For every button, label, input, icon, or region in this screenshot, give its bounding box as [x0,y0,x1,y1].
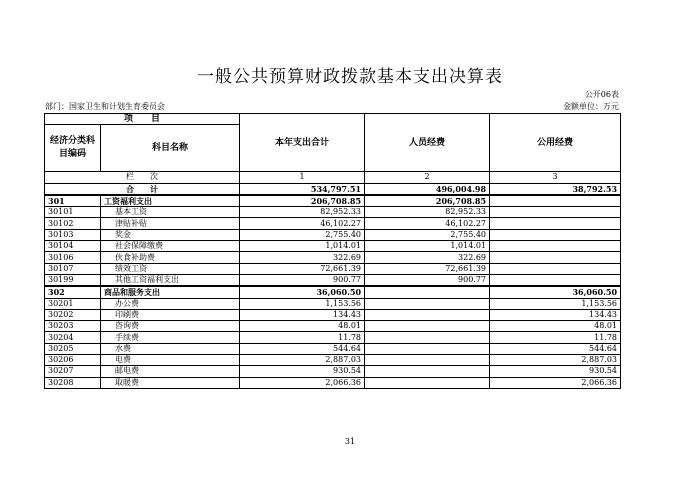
sum-personnel: 496,004.98 [365,183,490,195]
row-code: 30106 [45,252,101,263]
row-personnel [365,366,490,377]
column-number-2: 2 [365,172,490,183]
row-public [490,263,621,274]
row-code: 30206 [45,355,101,366]
row-personnel: 82,952.33 [365,207,490,218]
table-row [45,195,621,207]
row-personnel [365,321,490,332]
row-code: 30203 [45,321,101,332]
sum-public: 38,792.53 [490,183,621,195]
table-row [45,332,621,343]
table-row [45,355,621,366]
row-code: 30104 [45,241,101,252]
row-public [490,274,621,286]
table-row [45,263,621,274]
table-row [45,229,621,240]
row-total: 2,755.40 [240,229,365,240]
row-public [490,241,621,252]
row-personnel [365,377,490,388]
row-total: 134.43 [240,309,365,320]
row-code: 30205 [45,343,101,354]
column-label: 栏 次 [45,172,240,183]
row-code: 30102 [45,218,101,229]
row-personnel: 72,661.39 [365,263,490,274]
department-label: 部门：国家卫生和计划生育委员会 [45,102,165,111]
row-total: 1,014.01 [240,241,365,252]
row-public [490,252,621,263]
row-code: 30208 [45,377,101,388]
row-code: 30202 [45,309,101,320]
row-name: 印刷费 [101,309,240,320]
header-public: 公用经费 [490,114,621,172]
row-total: 206,708.85 [240,195,365,207]
budget-table [44,113,621,389]
row-personnel [365,343,490,354]
row-personnel [365,298,490,309]
row-personnel: 46,102.27 [365,218,490,229]
unit-label: 金额单位：万元 [563,102,619,111]
row-public [490,195,621,207]
row-public: 2,887.03 [490,355,621,366]
row-name: 电费 [101,355,240,366]
row-name: 商品和服务支出 [101,286,240,298]
row-public [490,229,621,240]
table-row [45,343,621,354]
row-code: 30103 [45,229,101,240]
row-total: 46,102.27 [240,218,365,229]
table-row [45,252,621,263]
table-row [45,241,621,252]
table-row [45,298,621,309]
header-total: 本年支出合计 [240,114,365,172]
row-code: 30101 [45,207,101,218]
row-personnel: 1,014.01 [365,241,490,252]
page-number: 31 [344,437,356,446]
row-public: 1,153.56 [490,298,621,309]
row-code: 30201 [45,298,101,309]
row-public [490,218,621,229]
row-personnel [365,286,490,298]
row-personnel [365,355,490,366]
row-total: 1,153.56 [240,298,365,309]
row-personnel: 2,755.40 [365,229,490,240]
row-name: 水费 [101,343,240,354]
row-code: 301 [45,195,101,207]
column-number-1: 1 [240,172,365,183]
row-personnel: 900.77 [365,274,490,286]
row-total: 11.78 [240,332,365,343]
row-name: 其他工资福利支出 [101,274,240,286]
row-name: 津贴补贴 [101,218,240,229]
row-code: 30207 [45,366,101,377]
row-personnel [365,309,490,320]
form-number: 公开06表 [584,90,619,99]
row-name: 取暖费 [101,377,240,388]
row-public [490,207,621,218]
row-total: 72,661.39 [240,263,365,274]
row-code: 30107 [45,263,101,274]
row-name: 伙食补助费 [101,252,240,263]
header-personnel: 人员经费 [365,114,490,172]
row-public: 48.01 [490,321,621,332]
row-code: 30204 [45,332,101,343]
row-total: 900.77 [240,274,365,286]
table-row [45,274,621,286]
header-subject-name: 科目名称 [101,125,240,172]
row-public: 36,060.50 [490,286,621,298]
table-row [45,377,621,388]
row-code: 302 [45,286,101,298]
sum-total: 534,797.51 [240,183,365,195]
row-public: 2,066.36 [490,377,621,388]
row-total: 544.64 [240,343,365,354]
row-name: 咨询费 [101,321,240,332]
table-body [45,114,621,389]
row-total: 2,887.03 [240,355,365,366]
table-row [45,366,621,377]
row-name: 工资福利支出 [101,195,240,207]
row-total: 48.01 [240,321,365,332]
row-personnel: 206,708.85 [365,195,490,207]
row-total: 2,066.36 [240,377,365,388]
row-name: 奖金 [101,229,240,240]
row-name: 办公费 [101,298,240,309]
table-row [45,286,621,298]
row-total: 36,060.50 [240,286,365,298]
header-project: 项 目 [45,114,240,125]
row-personnel: 322.69 [365,252,490,263]
row-public: 930.54 [490,366,621,377]
row-total: 322.69 [240,252,365,263]
page-title: 一般公共预算财政拨款基本支出决算表 [197,67,503,87]
table-row [45,321,621,332]
sum-label: 合 计 [45,183,240,195]
row-name: 基本工资 [101,207,240,218]
row-total: 82,952.33 [240,207,365,218]
row-code: 30199 [45,274,101,286]
row-name: 社会保障缴费 [101,241,240,252]
table-row [45,309,621,320]
row-name: 绩效工资 [101,263,240,274]
row-public: 134.43 [490,309,621,320]
table-row [45,207,621,218]
row-public: 544.64 [490,343,621,354]
header-econ-code: 经济分类科目编码 [45,125,101,172]
row-name: 邮电费 [101,366,240,377]
row-public: 11.78 [490,332,621,343]
table-row [45,218,621,229]
row-total: 930.54 [240,366,365,377]
row-name: 手续费 [101,332,240,343]
column-number-3: 3 [490,172,621,183]
row-personnel [365,332,490,343]
